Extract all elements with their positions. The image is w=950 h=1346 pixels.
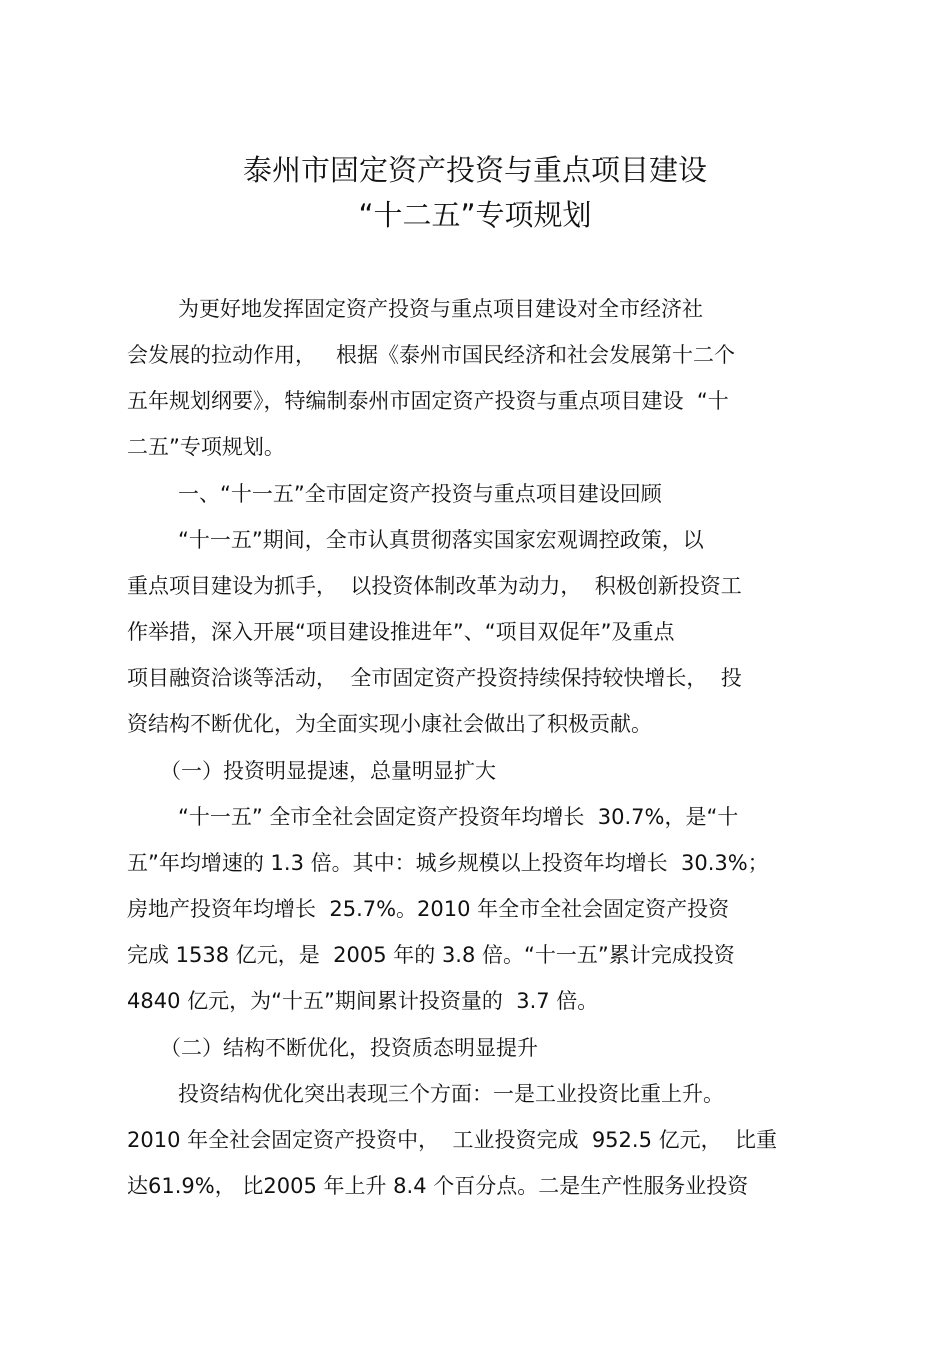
paragraph-line: 完成 1538 亿元，是 2005 年的 3.8 倍。“十一五”累计完成投资 bbox=[127, 943, 735, 967]
paragraph-line: “十一五”期间，全市认真贯彻落实国家宏观调控政策，以 bbox=[178, 528, 704, 552]
document-title-line-2: “十二五”专项规划 bbox=[358, 198, 592, 232]
paragraph-line: 作举措，深入开展“项目建设推进年”、“项目双促年”及重点 bbox=[127, 620, 675, 644]
section-heading: 一、“十一五”全市固定资产投资与重点项目建设回顾 bbox=[178, 482, 662, 506]
paragraph-line: 房地产投资年均增长 25.7%。2010 年全市全社会固定资产投资 bbox=[127, 897, 730, 921]
paragraph-line: 二五”专项规划。 bbox=[127, 435, 285, 459]
paragraph-line: 资结构不断优化，为全面实现小康社会做出了积极贡献。 bbox=[127, 712, 652, 736]
paragraph-line: 五”年均增速的 1.3 倍。其中：城乡规模以上投资年均增长 30.3%； bbox=[127, 851, 769, 875]
paragraph-line: 为更好地发挥固定资产投资与重点项目建设对全市经济社 bbox=[178, 297, 703, 321]
paragraph-line: 五年规划纲要》，特编制泰州市固定资产投资与重点项目建设 “十 bbox=[127, 389, 729, 413]
paragraph-line: 投资结构优化突出表现三个方面：一是工业投资比重上升。 bbox=[178, 1082, 724, 1106]
paragraph-line: 达61.9%， 比2005 年上升 8.4 个百分点。二是生产性服务业投资 bbox=[127, 1174, 749, 1198]
paragraph-line: 项目融资洽谈等活动， 全市固定资产投资持续保持较快增长， 投 bbox=[127, 666, 742, 690]
paragraph-line: 会发展的拉动作用， 根据《泰州市国民经济和社会发展第十二个 bbox=[127, 343, 736, 367]
paragraph-line: 4840 亿元，为“十五”期间累计投资量的 3.7 倍。 bbox=[127, 989, 599, 1013]
subsection-heading: （一）投资明显提速，总量明显扩大 bbox=[160, 759, 496, 783]
paragraph-line: 重点项目建设为抓手， 以投资体制改革为动力， 积极创新投资工 bbox=[127, 574, 742, 598]
document-title-line-1: 泰州市固定资产投资与重点项目建设 bbox=[242, 153, 707, 187]
paragraph-line: “十一五” 全市全社会固定资产投资年均增长 30.7%，是“十 bbox=[178, 805, 739, 829]
paragraph-line: 2010 年全社会固定资产投资中， 工业投资完成 952.5 亿元， 比重 bbox=[127, 1128, 777, 1152]
subsection-heading: （二）结构不断优化，投资质态明显提升 bbox=[160, 1036, 538, 1060]
